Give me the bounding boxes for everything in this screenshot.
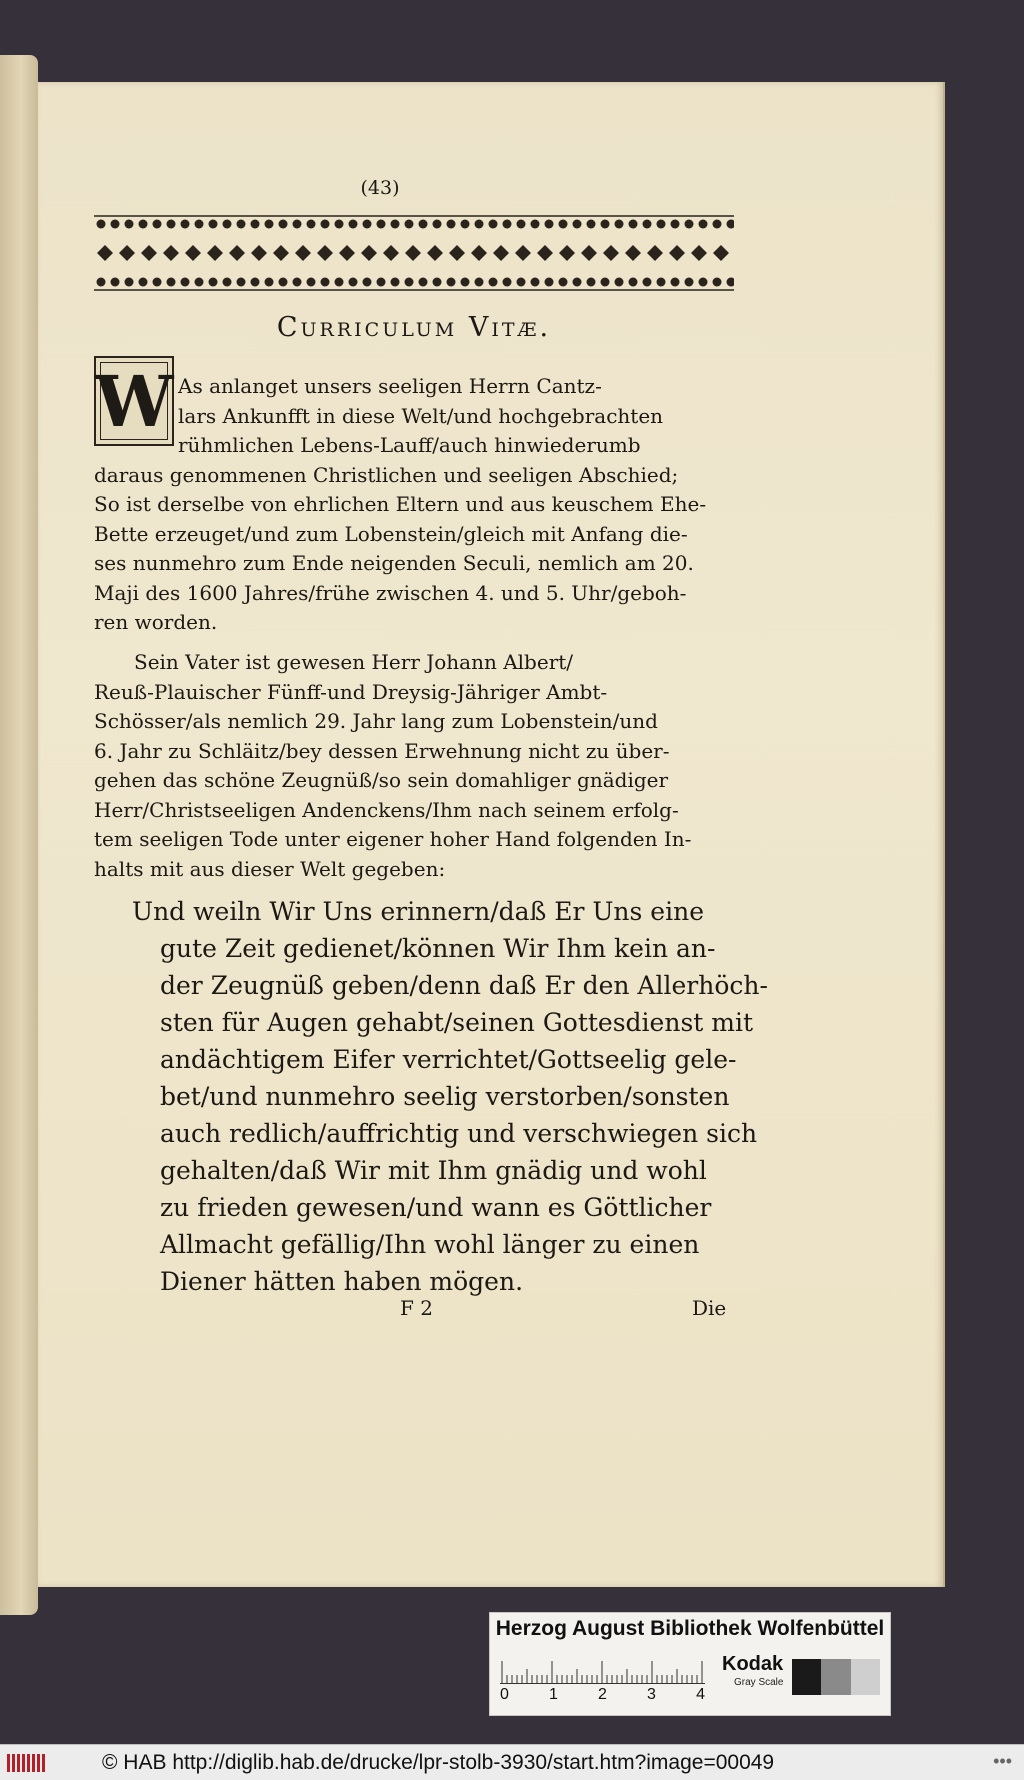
ornament-mark [671, 220, 680, 229]
text-line: gute Zeit gedienet/können Wir Ihm kein an- [160, 934, 716, 963]
measurement-ruler [500, 1653, 705, 1684]
text-line: Und weiln Wir Uns erinnern/daß Er Uns eine [132, 897, 704, 926]
ornament-mark [153, 220, 162, 229]
ornament-mark [363, 220, 372, 229]
ornament-mark [517, 220, 526, 229]
ornament-mark [251, 245, 267, 261]
text-line: Herr/Christseeligen Andenckens/Ihm nach seinem erfolg- [94, 797, 679, 822]
ornament-mark [229, 245, 245, 261]
ruler-numbers [500, 1686, 705, 1704]
ornament-mark [119, 245, 135, 261]
text-line: gehen das schöne Zeugnüß/so sein domahliger gnädiger [94, 768, 669, 792]
ornament-mark [185, 245, 201, 261]
ornament-mark [391, 220, 400, 229]
section-title: Curriculum Vitæ. [276, 312, 552, 343]
ornament-mark [279, 278, 288, 287]
text-line: tem seeligen Tode unter eigener hoher Hand folgenden In- [94, 827, 692, 851]
ornament-mark [209, 278, 218, 287]
ornament-mark [181, 278, 190, 287]
text-line: 6. Jahr zu Schläitz/bey dessen Erwehnung nicht zu über- [94, 738, 670, 763]
ornament-mark [657, 278, 666, 287]
ornament-mark [537, 245, 553, 261]
ornament-mark [713, 278, 722, 287]
ornament-mark [517, 278, 526, 287]
text-line: Schösser/als nemlich 29. Jahr lang zum Lobenstein/und [94, 709, 658, 733]
ornament-mark [321, 220, 330, 229]
ornament-mark [279, 220, 288, 229]
ornament-mark [339, 245, 355, 261]
ornament-mark [405, 245, 421, 261]
text-line: halts mit aus dieser Welt gegeben: [94, 856, 446, 881]
ornament-mark [587, 220, 596, 229]
gray-scale-label: Gray Scale [734, 1677, 784, 1688]
calibration-target [489, 1612, 891, 1716]
ornament-mark [699, 220, 708, 229]
ornament-mark [573, 278, 582, 287]
text-line: Allmacht gefällig/Ihn wohl länger zu einen [160, 1230, 700, 1259]
ornament-mark [251, 278, 260, 287]
text-line: Bette erzeuget/und zum Lobenstein/gleich mit Anfang die- [94, 521, 688, 546]
ornament-mark [545, 220, 554, 229]
ornament-mark [447, 220, 456, 229]
ornament-mark [265, 278, 274, 287]
ornament-mark [449, 245, 465, 261]
ornament-mark [433, 220, 442, 229]
ornament-mark [111, 278, 120, 287]
gray-swatches [792, 1659, 880, 1695]
text-line: auch redlich/auffrichtig und verschwiegen sich [160, 1119, 758, 1148]
ornament-mark [671, 278, 680, 287]
ornament-mark [515, 245, 531, 261]
catchword: Die [692, 1296, 727, 1320]
text-line: Diener hätten haben mögen. [160, 1267, 524, 1296]
ornament-mark [559, 245, 575, 261]
ornamental-border [94, 212, 734, 294]
ornament-mark [503, 220, 512, 229]
ornament-mark [307, 220, 316, 229]
ornament-mark [461, 278, 470, 287]
ornament-mark [391, 278, 400, 287]
ornament-mark [419, 220, 428, 229]
ornament-mark [601, 220, 610, 229]
ornament-mark [727, 220, 735, 229]
ornament-mark [699, 278, 708, 287]
ruler-number: 2 [598, 1686, 607, 1703]
ornament-mark [377, 220, 386, 229]
ornament-mark [349, 278, 358, 287]
library-name: Herzog August Bibliothek Wolfenbüttel [495, 1617, 885, 1640]
ornament-mark [475, 220, 484, 229]
ornament-mark [643, 220, 652, 229]
ornament-mark [125, 278, 134, 287]
ornament-mark [615, 220, 624, 229]
ornament-mark [377, 278, 386, 287]
ornament-mark [531, 278, 540, 287]
text-line: rühmlichen Lebens-Lauff/auch hinwiederumb [178, 433, 641, 457]
ornament-mark [125, 220, 134, 229]
ornament-mark [587, 278, 596, 287]
drop-cap-initial: W [94, 356, 174, 446]
ornament-mark [629, 278, 638, 287]
ornament-mark [713, 220, 722, 229]
ornament-mark [545, 278, 554, 287]
ornament-mark [209, 220, 218, 229]
ornament-mark [427, 245, 443, 261]
ornament-mark [503, 278, 512, 287]
kodak-logo: Kodak [722, 1653, 784, 1675]
ornament-mark [471, 245, 487, 261]
gray-swatch [821, 1659, 850, 1695]
ornament-mark [167, 278, 176, 287]
ornament-mark [657, 220, 666, 229]
text-line: daraus genommenen Christlichen und seeligen Abschied; [94, 462, 679, 487]
page-number: (43) [360, 177, 400, 199]
ornament-mark [307, 278, 316, 287]
ornament-mark [293, 220, 302, 229]
ornament-mark [223, 220, 232, 229]
ornament-mark [251, 220, 260, 229]
ornament-mark [685, 220, 694, 229]
ornament-mark [691, 245, 707, 261]
ornament-mark [643, 278, 652, 287]
ornament-mark [629, 220, 638, 229]
ornament-mark [475, 278, 484, 287]
previous-page-edge [0, 55, 38, 1615]
text-line: Maji des 1600 Jahres/frühe zwischen 4. und 5. Uhr/geboh- [94, 580, 687, 605]
ornament-mark [181, 220, 190, 229]
ornament-mark [461, 220, 470, 229]
text-line: As anlanget unsers seeligen Herrn Cantz- [178, 374, 602, 398]
text-line: ses nunmehro zum Ende neigenden Seculi, nemlich am 20. [94, 551, 694, 575]
ornament-mark [433, 278, 442, 287]
ornament-mark [139, 278, 148, 287]
ruler-number: 0 [500, 1686, 509, 1703]
ornament-mark [447, 278, 456, 287]
ornament-mark [97, 220, 106, 229]
ornament-mark [615, 278, 624, 287]
ornament-mark [493, 245, 509, 261]
text-line: ren worden. [94, 610, 218, 634]
ornament-mark [603, 245, 619, 261]
text-line: gehalten/daß Wir mit Ihm gnädig und wohl [160, 1156, 707, 1185]
ornament-mark [419, 278, 428, 287]
ornament-mark [293, 278, 302, 287]
ruler-number: 3 [647, 1686, 656, 1703]
text-line: bet/und nunmehro seelig verstorben/sonsten [160, 1082, 730, 1111]
ornament-mark [97, 245, 113, 261]
ornament-mark [195, 220, 204, 229]
ornament-mark [317, 245, 333, 261]
ornament-mark [685, 278, 694, 287]
ornament-mark [647, 245, 663, 261]
ornament-mark [207, 245, 223, 261]
status-url-text[interactable]: © HAB http://diglib.hab.de/drucke/lpr-stolb-3930/start.htm?image=00049 [102, 1751, 775, 1774]
gray-swatch [792, 1659, 821, 1695]
ruler-number: 4 [696, 1686, 705, 1703]
ornament-mark [363, 278, 372, 287]
text-line: zu frieden gewesen/und wann es Göttlicher [160, 1193, 712, 1222]
ornament-mark [405, 278, 414, 287]
ornament-mark [625, 245, 641, 261]
paragraph-father [94, 648, 730, 884]
ornament-mark [601, 278, 610, 287]
quotation-testimony [132, 893, 768, 1300]
text-line: Reuß-Plauischer Fünff-und Dreysig-Jähriger Ambt- [94, 679, 608, 704]
ornament-mark [361, 245, 377, 261]
signature-mark: F 2 [400, 1296, 433, 1320]
ruler-number: 1 [549, 1686, 558, 1703]
menu-dots-icon[interactable]: ••• [993, 1751, 1012, 1771]
ornament-mark [669, 245, 685, 261]
text-line: der Zeugnüß geben/denn daß Er den Allerhöch- [160, 971, 768, 1000]
ornament-mark [265, 220, 274, 229]
ornament-mark [581, 245, 597, 261]
ornament-mark [97, 278, 106, 287]
ornament-mark [237, 278, 246, 287]
text-line: So ist derselbe von ehrlichen Eltern und aus keuschem Ehe- [94, 492, 707, 516]
ornament-mark [713, 245, 729, 261]
ornament-mark [195, 278, 204, 287]
ornament-mark [531, 220, 540, 229]
ornament-mark [237, 220, 246, 229]
ornament-mark [223, 278, 232, 287]
ornament-mark [727, 278, 735, 287]
ornament-mark [321, 278, 330, 287]
text-line: sten für Augen gehabt/seinen Gottesdienst mit [160, 1008, 754, 1037]
ornament-mark [559, 278, 568, 287]
ornament-mark [139, 220, 148, 229]
status-bar [0, 1744, 1024, 1780]
ornament-mark [153, 278, 162, 287]
ornament-mark [383, 245, 399, 261]
ornament-mark [167, 220, 176, 229]
ornament-mark [335, 278, 344, 287]
ornament-mark [489, 220, 498, 229]
paragraph-birth [94, 372, 730, 638]
ornament-mark [559, 220, 568, 229]
ornament-mark [335, 220, 344, 229]
ornament-mark [489, 278, 498, 287]
hab-logo-icon [6, 1752, 46, 1774]
ornament-mark [349, 220, 358, 229]
ornament-mark [273, 245, 289, 261]
ornament-mark [573, 220, 582, 229]
text-line: Sein Vater ist gewesen Herr Johann Albert/ [134, 650, 574, 674]
gray-swatch [851, 1659, 880, 1695]
ornament-mark [111, 220, 120, 229]
text-line: andächtigem Eifer verrichtet/Gottseelig gele- [160, 1045, 737, 1074]
ornament-mark [141, 245, 157, 261]
ornament-mark [405, 220, 414, 229]
ornament-mark [295, 245, 311, 261]
text-line: lars Ankunfft in diese Welt/und hochgebrachten [178, 403, 664, 428]
ornament-mark [163, 245, 179, 261]
